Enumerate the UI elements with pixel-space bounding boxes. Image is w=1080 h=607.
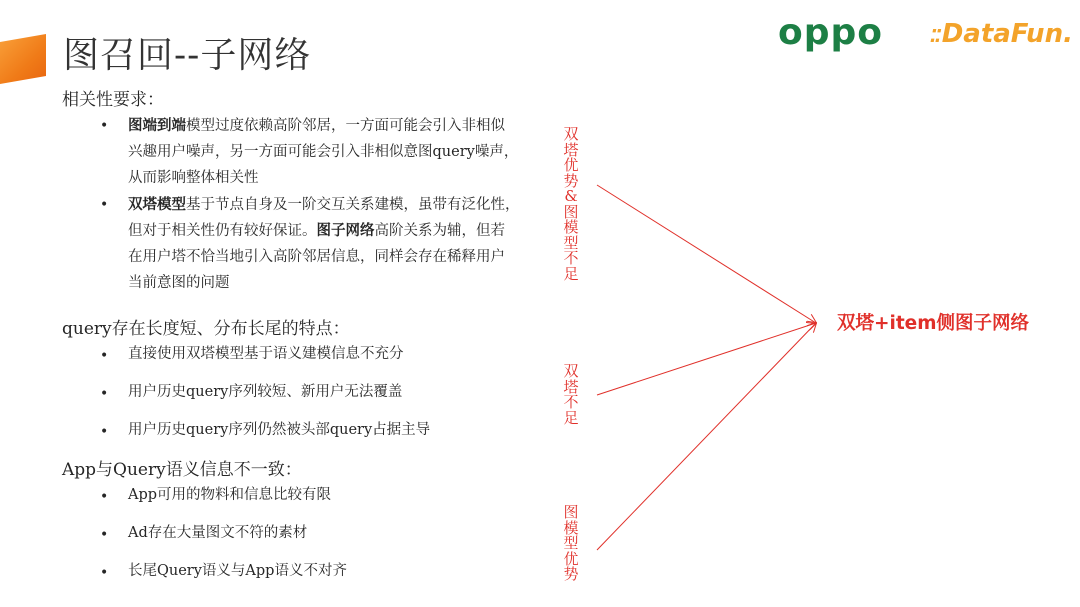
label-graph-advantage: 图模型优势 — [563, 503, 579, 583]
arrow-line — [597, 323, 816, 550]
label-two-tower-weakness: 双塔不足 — [563, 362, 579, 427]
page-title: 图召回--子网络 — [63, 35, 312, 76]
label-two-tower-advantage: 双塔优势&图模型不足 — [563, 125, 579, 283]
text-run: Ad存在大量图文不符的素材 — [128, 525, 308, 541]
text-run: 长尾Query语义与App语义不对齐 — [128, 563, 347, 579]
bullet-dot: • — [100, 348, 109, 364]
bullet-dot: • — [100, 197, 109, 213]
bullet-dot: • — [100, 118, 109, 134]
text-run: 在用户塔不恰当地引入高阶邻居信息，同样会存在稀释用户 — [128, 249, 505, 265]
bold-text: 图端到端 — [128, 118, 186, 134]
text-run: 从而影响整体相关性 — [128, 170, 259, 186]
text-run: 模型过度依赖高阶邻居，一方面可能会引入非相似 — [186, 118, 505, 134]
bullet-dot: • — [100, 386, 109, 402]
bullet-dot: • — [100, 527, 109, 543]
text-run: 基于节点自身及一阶交互关系建模，虽带有泛化性， — [186, 197, 520, 213]
bullet-dot: • — [100, 565, 109, 581]
text-run: 用户历史query序列较短、新用户无法覆盖 — [128, 384, 403, 400]
arrow-line — [597, 323, 816, 395]
arrow-line — [597, 185, 816, 323]
text-run: 用户历史query序列仍然被头部query占据主导 — [128, 422, 431, 438]
datafun-logo-text: DataFun. — [941, 19, 1073, 49]
datafun-dots-icon: ⁚⁚ — [930, 26, 940, 47]
section-heading-query: query存在长度短、分布长尾的特点： — [62, 319, 350, 339]
bold-text: 双塔模型 — [128, 197, 186, 213]
bullet-dot: • — [100, 424, 109, 440]
text-run: 当前意图的问题 — [128, 275, 230, 291]
section-heading-relevance: 相关性要求： — [62, 90, 164, 110]
bold-text: 图子网络 — [316, 223, 375, 239]
text-run: App可用的物料和信息比较有限 — [128, 487, 332, 503]
oppo-logo: oppo — [778, 12, 884, 53]
text-run: 但对于相关性仍有较好保证。 — [128, 223, 317, 239]
section-heading-app-query: App与Query语义信息不一致： — [62, 460, 302, 480]
text-run: 直接使用双塔模型基于语义建模信息不充分 — [128, 346, 404, 362]
result-label: 双塔+item侧图子网络 — [837, 313, 1030, 334]
text-run: 兴趣用户噪声，另一方面可能会引入非相似意图query噪声， — [128, 144, 519, 160]
bullet-dot: • — [100, 489, 109, 505]
text-run: 高阶关系为辅，但若 — [374, 223, 505, 239]
